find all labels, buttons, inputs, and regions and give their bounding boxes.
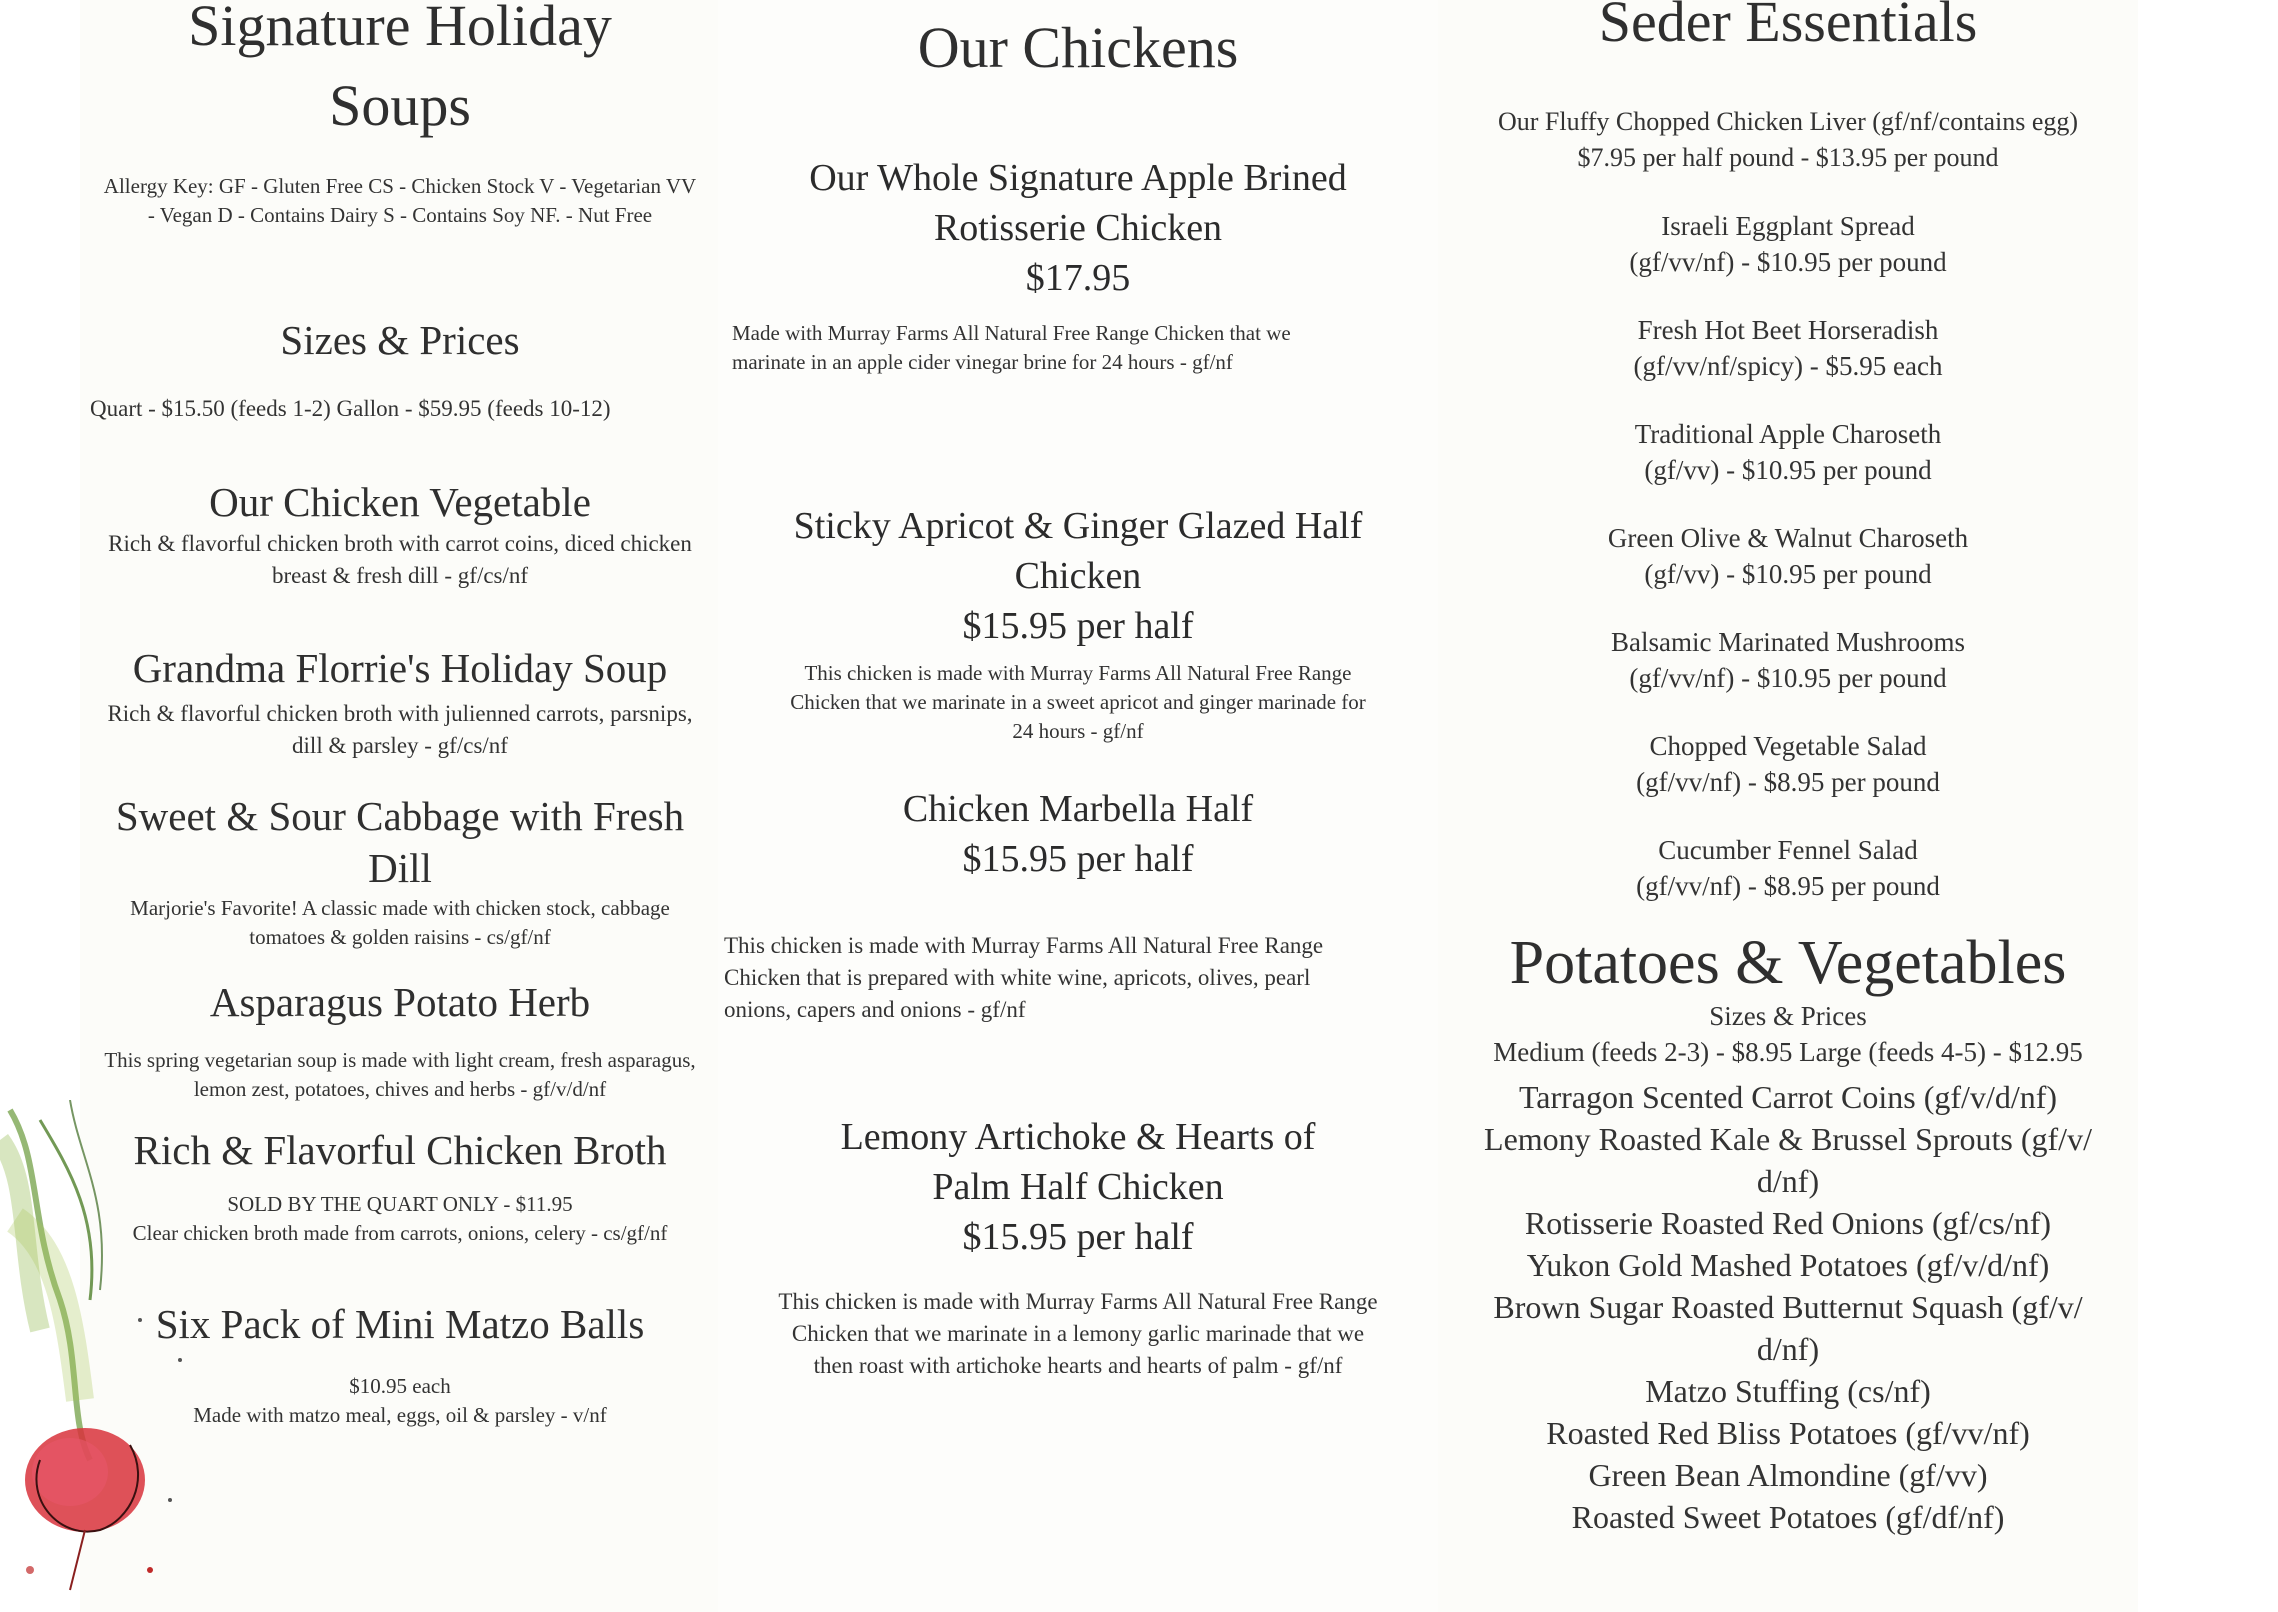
seder-item-detail: (gf/vv/nf/spicy) - $5.95 each bbox=[1633, 351, 1943, 381]
seder-item-name: Chopped Vegetable Salad bbox=[1649, 731, 1927, 761]
allergy-key-block bbox=[80, 172, 720, 230]
soup-desc: Marjorie's Favorite! A classic made with chicken stock, cabbage tomatoes & golden raisins - cs/gf/nf bbox=[130, 896, 670, 949]
seder-item-name: Balsamic Marinated Mushrooms bbox=[1611, 627, 1965, 657]
seder-item-name: Fresh Hot Beet Horseradish bbox=[1637, 315, 1939, 345]
allergy-key: Allergy Key: GF - Gluten Free CS - Chicken Stock V - Vegetarian VV - Vegan D - Contains Dairy S - Contains Soy NF. - Nut Free bbox=[103, 174, 697, 227]
seder-item bbox=[1438, 624, 2138, 696]
vegetable-item: Lemony Roasted Kale & Brussel Sprouts (gf/v/ d/nf) bbox=[1484, 1121, 2092, 1199]
chickens-title-block bbox=[718, 8, 1438, 88]
seder-item-name: Traditional Apple Charoseth bbox=[1634, 419, 1942, 449]
chicken-desc: This chicken is made with Murray Farms All Natural Free Range Chicken that is prepared with white wine, apricots, olives, pearl onions, capers and onions - gf/nf bbox=[724, 933, 1324, 1022]
soup-desc: This spring vegetarian soup is made with light cream, fresh asparagus, lemon zest, potatoes, chives and herbs - gf/v/d/nf bbox=[104, 1048, 696, 1101]
chicken-desc: This chicken is made with Murray Farms All Natural Free Range Chicken that we marinate in a lemony garlic marinade that we then roast with artichoke hearts and hearts of palm - gf/nf bbox=[778, 1289, 1378, 1378]
potatoes-sizes-heading: Sizes & Prices bbox=[1709, 1001, 1867, 1031]
soup-sizes-block bbox=[80, 314, 720, 366]
seder-item-detail: (gf/vv/nf) - $10.95 per pound bbox=[1629, 247, 1947, 277]
soup-note: $10.95 each bbox=[349, 1374, 451, 1398]
beet-illustration-icon bbox=[0, 1100, 230, 1600]
soup-sizes-text-block bbox=[90, 393, 720, 425]
seder-item-detail: $7.95 per half pound - $13.95 per pound bbox=[1577, 143, 1999, 172]
seder-item bbox=[1438, 832, 2138, 904]
chicken-name: Chicken Marbella Half bbox=[902, 788, 1254, 830]
soup-item bbox=[80, 976, 720, 1104]
soup-sizes-heading: Sizes & Prices bbox=[280, 317, 520, 363]
soup-sizes-text: Quart - $15.50 (feeds 1-2) Gallon - $59.95 (feeds 10-12) bbox=[90, 396, 611, 421]
vegetable-item: Brown Sugar Roasted Butternut Squash (gf/v/ d/nf) bbox=[1493, 1289, 2083, 1367]
seder-item bbox=[1438, 728, 2138, 800]
seder-item-name: Our Fluffy Chopped Chicken Liver (gf/nf/contains egg) bbox=[1497, 107, 2079, 136]
soup-item bbox=[80, 790, 720, 952]
chicken-desc: Made with Murray Farms All Natural Free Range Chicken that we marinate in an apple cider vinegar brine for 24 hours - gf/nf bbox=[732, 321, 1291, 374]
soup-desc: Rich & flavorful chicken broth with carrot coins, diced chicken breast & fresh dill - gf/cs/nf bbox=[108, 531, 692, 588]
chicken-price: $15.95 per half bbox=[962, 1216, 1194, 1258]
vegetable-item: Tarragon Scented Carrot Coins (gf/v/d/nf) bbox=[1518, 1079, 2058, 1115]
seder-item bbox=[1438, 104, 2138, 176]
potatoes-title: Potatoes & Vegetables bbox=[1509, 929, 2067, 997]
vegetable-item: Green Bean Almondine (gf/vv) bbox=[1588, 1457, 1988, 1493]
seder-item-name: Israeli Eggplant Spread bbox=[1661, 211, 1915, 241]
seder-title: Seder Essentials bbox=[1598, 0, 1978, 54]
soup-name: Six Pack of Mini Matzo Balls bbox=[155, 1301, 645, 1347]
potatoes-list bbox=[1438, 1076, 2138, 1538]
seder-item-detail: (gf/vv/nf) - $8.95 per pound bbox=[1636, 871, 1940, 901]
seder-item-detail: (gf/vv/nf) - $10.95 per pound bbox=[1629, 663, 1947, 693]
soup-name: Asparagus Potato Herb bbox=[209, 979, 591, 1025]
soup-name: Rich & Flavorful Chicken Broth bbox=[133, 1127, 667, 1173]
seder-item-detail: (gf/vv) - $10.95 per pound bbox=[1644, 559, 1932, 589]
chicken-item bbox=[718, 153, 1438, 377]
chicken-item bbox=[718, 1112, 1438, 1382]
potatoes-section bbox=[1438, 928, 2138, 1538]
seder-item-name: Cucumber Fennel Salad bbox=[1658, 835, 1918, 865]
chicken-item bbox=[718, 784, 1438, 1026]
soup-note: SOLD BY THE QUART ONLY - $11.95 bbox=[227, 1192, 573, 1216]
chicken-name: Sticky Apricot & Ginger Glazed Half Chicken bbox=[793, 505, 1363, 597]
seder-item-name: Green Olive & Walnut Charoseth bbox=[1607, 523, 1969, 553]
soup-desc: Rich & flavorful chicken broth with julienned carrots, parsnips, dill & parsley - gf/cs/nf bbox=[107, 701, 693, 758]
seder-item bbox=[1438, 416, 2138, 488]
chicken-price: $17.95 bbox=[1025, 257, 1131, 299]
chicken-item bbox=[718, 501, 1438, 746]
soup-name: Our Chicken Vegetable bbox=[209, 479, 591, 525]
vegetable-item: Rotisserie Roasted Red Onions (gf/cs/nf) bbox=[1524, 1205, 2052, 1241]
soup-name: Sweet & Sour Cabbage with Fresh Dill bbox=[115, 793, 685, 891]
soup-item bbox=[80, 476, 720, 592]
vegetable-item: Matzo Stuffing (cs/nf) bbox=[1645, 1373, 1931, 1409]
vegetable-item: Roasted Red Bliss Potatoes (gf/vv/nf) bbox=[1546, 1415, 2030, 1451]
soup-desc: Clear chicken broth made from carrots, onions, celery - cs/gf/nf bbox=[132, 1221, 668, 1245]
soup-name: Grandma Florrie's Holiday Soup bbox=[132, 645, 668, 691]
seder-item bbox=[1438, 312, 2138, 384]
chicken-desc: This chicken is made with Murray Farms All Natural Free Range Chicken that we marinate in a sweet apricot and ginger marinade for 24 hours - gf/nf bbox=[790, 661, 1366, 743]
seder-column bbox=[1438, 0, 2138, 1612]
soup-desc: Made with matzo meal, eggs, oil & parsley - v/nf bbox=[193, 1403, 607, 1427]
chickens-title: Our Chickens bbox=[917, 15, 1239, 80]
vegetable-item: Roasted Sweet Potatoes (gf/df/nf) bbox=[1571, 1499, 2005, 1535]
chicken-price: $15.95 per half bbox=[962, 605, 1194, 647]
seder-item-detail: (gf/vv) - $10.95 per pound bbox=[1644, 455, 1932, 485]
chicken-price: $15.95 per half bbox=[962, 838, 1194, 880]
chickens-column bbox=[718, 0, 1438, 1612]
seder-item bbox=[1438, 208, 2138, 280]
soup-item bbox=[80, 642, 720, 762]
seder-title-block bbox=[1438, 0, 2138, 62]
soups-title-block bbox=[80, 0, 720, 146]
vegetable-item: Yukon Gold Mashed Potatoes (gf/v/d/nf) bbox=[1526, 1247, 2050, 1283]
chicken-name: Lemony Artichoke & Hearts of Palm Half Chicken bbox=[840, 1116, 1316, 1208]
soups-title: Signature Holiday Soups bbox=[188, 0, 612, 138]
potatoes-sizes-text: Medium (feeds 2-3) - $8.95 Large (feeds 4-5) - $12.95 bbox=[1493, 1037, 2083, 1067]
seder-item-detail: (gf/vv/nf) - $8.95 per pound bbox=[1636, 767, 1940, 797]
seder-item bbox=[1438, 520, 2138, 592]
chicken-name: Our Whole Signature Apple Brined Rotisserie Chicken bbox=[809, 157, 1347, 249]
